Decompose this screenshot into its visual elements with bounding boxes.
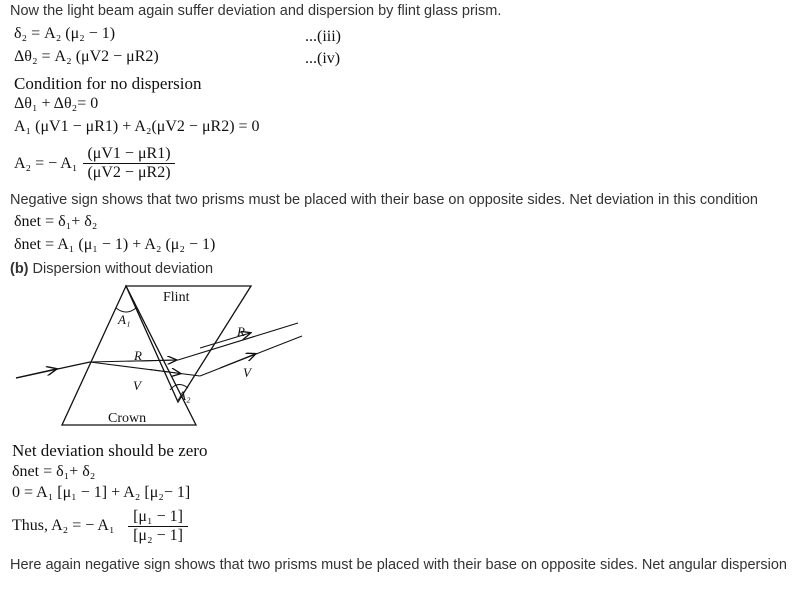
crown-label: Crown (108, 411, 147, 426)
thus-numerator: [μ₁ − 1] (128, 508, 188, 527)
incident-ray-arrow (16, 369, 56, 378)
thus-fraction (128, 508, 188, 545)
flint-label: Flint (163, 290, 190, 305)
v-inside-label: V (133, 378, 141, 393)
zero-equation-2: 0 = A₁ [μ₁ − 1] + A₂ [μ₂− 1] (12, 484, 191, 501)
equation-tag-iv: ...(iv) (305, 50, 341, 67)
v-out-label: V (243, 365, 251, 380)
a2-numerator: (μV1 − μR1) (83, 145, 175, 164)
violet-ray-inside (90, 362, 200, 376)
r-inside-label: R (134, 348, 142, 363)
a2-lhs: A₂ = − A₁ (14, 155, 78, 172)
net-deviation-equation-2: δnet = A₁ (μ₁ − 1) + A₂ (μ₂ − 1) (14, 236, 216, 253)
condition-equation-1: Δθ₁ + Δθ₂= 0 (14, 95, 99, 112)
red-ray-inside-arrow (140, 360, 176, 361)
equation-tag-iii: ...(iii) (305, 28, 341, 45)
equation-iv: Δθ₂ = A₂ (μV2 − μR2) (14, 48, 159, 65)
condition-heading: Condition for no dispersion (14, 74, 202, 93)
zero-deviation-heading: Net deviation should be zero (12, 441, 208, 460)
equation-iii: δ₂ = A₂ (μ₂ − 1) (14, 25, 116, 42)
condition-equation-2: A₁ (μV1 − μR1) + A₂(μV2 − μR2) = 0 (14, 118, 260, 135)
final-note: Here again negative sign shows that two prisms must be placed with their base on opposite sides. Net angular dispersion (10, 557, 787, 573)
thus-lhs: Thus, A₂ = − A₁ (12, 517, 115, 534)
crown-prism (62, 286, 196, 425)
a2-label: A₂ (178, 388, 191, 403)
a2-fraction (83, 145, 175, 182)
part-b-title: Dispersion without deviation (32, 261, 214, 277)
a1-label: A₁ (118, 312, 131, 327)
part-b-heading (10, 261, 213, 277)
intro-text: Now the light beam again suffer deviation and dispersion by flint glass prism. (10, 3, 502, 19)
a2-denominator: (μV2 − μR2) (87, 164, 171, 181)
thus-denominator: [μ₂ − 1] (133, 527, 183, 544)
zero-equation-1: δnet = δ₁+ δ₂ (12, 463, 96, 480)
prism-diagram (0, 278, 320, 430)
r-out-label: R (237, 324, 245, 339)
part-b-marker: (b) (10, 261, 29, 277)
negative-sign-note: Negative sign shows that two prisms must be placed with their base on opposite sides. Net deviation in this condition (10, 192, 758, 208)
net-deviation-equation-1: δnet = δ₁+ δ₂ (14, 213, 98, 230)
